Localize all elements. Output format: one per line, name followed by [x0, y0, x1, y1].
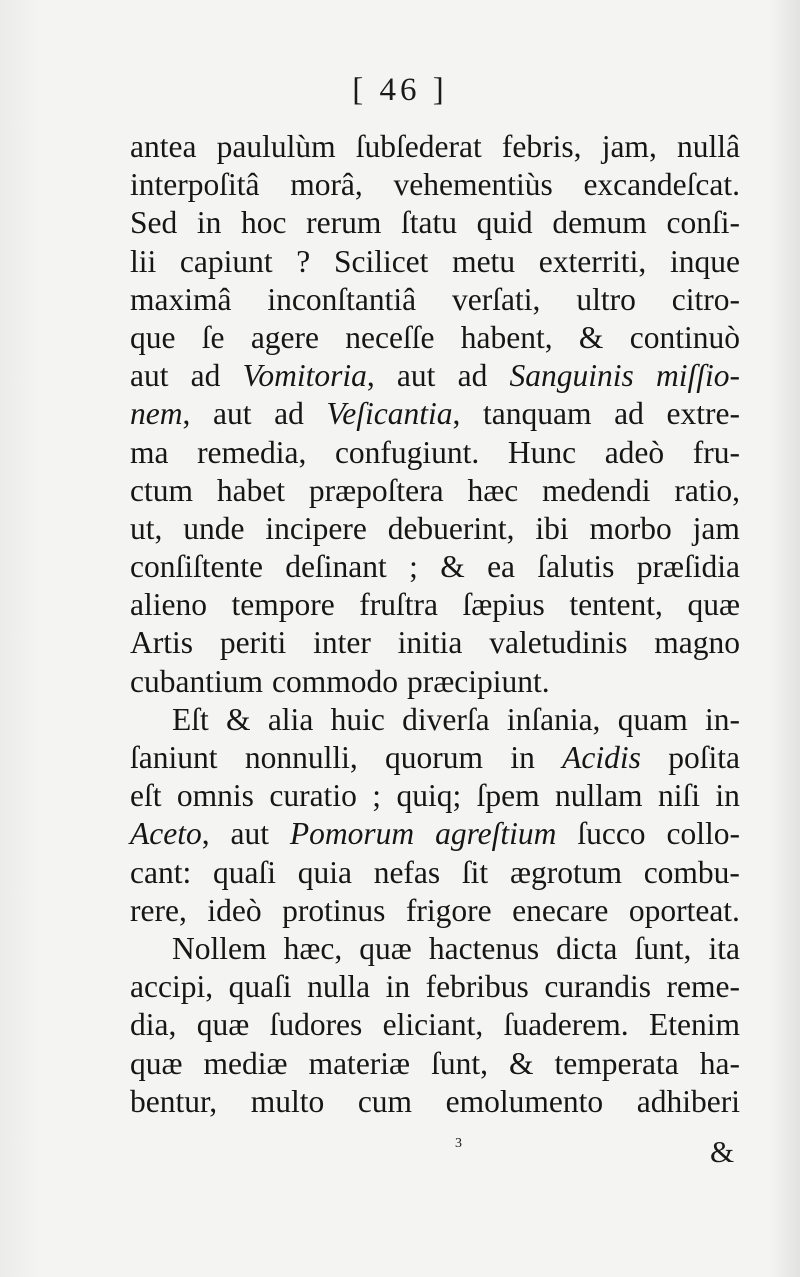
word: in — [510, 740, 535, 775]
word: magno — [654, 625, 740, 661]
word: extre- — [666, 396, 740, 432]
word: ctum — [130, 472, 193, 508]
word: Aceto, — [130, 816, 210, 852]
word: cubantium — [130, 663, 263, 699]
italic-term: Aceto — [130, 816, 202, 852]
word: vehementiùs — [393, 167, 553, 203]
word: ſtatu — [401, 205, 458, 241]
word: quæ — [359, 930, 412, 966]
word: combu- — [643, 854, 740, 890]
word: conſi- — [666, 205, 740, 241]
word: diverſa — [402, 701, 490, 737]
word: præcipiunt. — [406, 663, 550, 699]
word: jam, — [601, 129, 657, 164]
italic-term: Sanguinis — [509, 358, 634, 394]
text-line — [130, 434, 740, 472]
word — [562, 739, 641, 777]
word: quam — [617, 701, 688, 737]
word: ea — [487, 549, 516, 585]
word: febribus — [425, 969, 529, 1005]
word: ſaniunt — [130, 740, 218, 775]
word: curandis — [544, 969, 652, 1005]
text-line — [130, 243, 740, 281]
word: morbo — [589, 510, 672, 546]
word: accipi, — [130, 969, 214, 1005]
word: quæ — [687, 587, 740, 623]
word: ſæpius — [462, 587, 545, 623]
word: citro- — [671, 281, 740, 317]
word: ; — [409, 549, 418, 585]
word: interpoſitâ — [130, 167, 260, 203]
word: ſalutis — [537, 549, 615, 585]
word: Hunc — [507, 434, 577, 470]
text-line — [130, 586, 740, 624]
word — [435, 815, 556, 853]
word: alieno — [130, 587, 207, 623]
word: ad — [274, 396, 304, 432]
word: Veſicantia, — [326, 396, 461, 432]
word: commodo — [271, 663, 398, 699]
word: præſidia — [636, 549, 740, 585]
word: frigore — [405, 892, 492, 928]
word: dia, — [130, 1007, 177, 1043]
word: periti — [219, 625, 287, 661]
word: nefas — [373, 854, 441, 890]
word: fru- — [692, 434, 740, 470]
word: quaſi — [228, 969, 292, 1005]
italic-term: nem — [130, 396, 183, 432]
signature-mark: 3 — [455, 1136, 462, 1151]
word: demum — [552, 205, 647, 241]
word: rere, — [130, 892, 187, 928]
word: & — [440, 549, 465, 585]
page-number: [ 46 ] — [352, 72, 448, 108]
word: quaſi — [212, 854, 276, 890]
text-line — [130, 624, 740, 662]
text-line — [130, 166, 740, 204]
word: in — [385, 969, 411, 1005]
word: & — [578, 319, 604, 355]
word: continuò — [629, 319, 740, 355]
word: alia — [267, 701, 314, 737]
word: exterriti, — [538, 243, 647, 279]
text-line — [130, 663, 740, 701]
body-text — [130, 128, 740, 1121]
word: Nollem — [172, 930, 267, 966]
word: cum — [357, 1083, 413, 1119]
text-line — [130, 472, 740, 510]
word: quæ — [130, 1045, 183, 1081]
word — [656, 357, 740, 395]
word: ſit — [461, 854, 489, 890]
text-line — [130, 281, 740, 319]
word: Etenim — [648, 1007, 740, 1043]
italic-term: Acidis — [562, 740, 641, 775]
text-line — [130, 1083, 740, 1121]
word: agere — [250, 319, 319, 355]
word: lii — [130, 243, 157, 279]
word: hæc, — [283, 930, 343, 966]
word: quid — [476, 205, 533, 241]
word: morâ, — [290, 167, 363, 203]
word: aut — [230, 816, 269, 852]
word: hoc — [241, 205, 287, 241]
text-line — [130, 357, 740, 395]
word: & — [509, 1045, 534, 1081]
text-line — [130, 968, 740, 1006]
word: adhiberi — [636, 1083, 740, 1119]
word: fruſtra — [359, 587, 438, 623]
text-line — [130, 930, 740, 968]
word: que — [130, 319, 176, 355]
word: collo- — [666, 816, 740, 852]
word: præpoſtera — [308, 472, 444, 508]
word: ad — [457, 358, 488, 394]
word: antea — [130, 129, 197, 164]
word: nulla — [307, 969, 371, 1005]
word: ? — [296, 243, 311, 279]
page-gutter-shadow — [0, 0, 40, 1277]
word: nullâ — [677, 129, 740, 164]
word: inter — [313, 625, 371, 661]
text-line — [130, 1045, 740, 1083]
word: in- — [704, 701, 740, 737]
text-line — [130, 815, 740, 853]
word: ma — [130, 434, 169, 470]
word: jam — [692, 510, 740, 546]
word: dicta — [556, 930, 618, 966]
word: neceſſe — [345, 319, 435, 355]
word: oporteat. — [628, 892, 740, 928]
word: huic — [330, 701, 385, 737]
text-line — [130, 701, 740, 739]
word: mediæ — [203, 1045, 288, 1081]
word: ; — [372, 778, 382, 814]
word: hæc — [467, 472, 519, 508]
word: in — [715, 778, 740, 814]
text-line — [130, 548, 740, 586]
word: inſania, — [506, 701, 601, 737]
word: ultro — [576, 281, 636, 317]
word: excandeſcat. — [583, 167, 740, 203]
word: temperata — [554, 1045, 679, 1081]
word: verſati, — [452, 281, 541, 317]
italic-term: Vomitoria — [242, 358, 367, 394]
word: quiq; — [396, 778, 462, 814]
word: rerum — [306, 205, 382, 241]
word: bentur, — [130, 1083, 218, 1119]
italic-term: Pomorum — [289, 816, 415, 852]
text-line — [130, 777, 740, 815]
word: ſudores — [269, 1007, 363, 1043]
word: habet — [216, 472, 286, 508]
word: poſita — [668, 740, 740, 775]
text-line — [130, 739, 740, 777]
word: quæ — [196, 1007, 250, 1043]
word: ita — [708, 930, 740, 966]
word: deſinant — [285, 549, 387, 585]
text-line — [130, 395, 740, 433]
word: aut — [396, 358, 436, 394]
word: ibi — [535, 510, 569, 546]
word: inconſtantiâ — [267, 281, 417, 317]
text-line — [130, 319, 740, 357]
page-edge-shadow — [770, 0, 800, 1277]
word: inque — [669, 243, 740, 279]
word: niſi — [657, 778, 700, 814]
word: Eſt — [172, 701, 209, 737]
word: ſunt, — [431, 1045, 488, 1081]
word: aut — [213, 396, 252, 432]
word: Artis — [130, 625, 193, 661]
word: adeò — [604, 434, 665, 470]
word: unde — [183, 510, 245, 546]
word: Sed — [130, 205, 178, 241]
word: cant: — [130, 854, 192, 890]
word: quorum — [385, 740, 484, 775]
word: eſt — [130, 778, 162, 814]
word: enecare — [512, 892, 609, 928]
text-line — [130, 510, 740, 548]
word: tentent, — [569, 587, 663, 623]
word: nonnulli, — [244, 740, 358, 775]
word: debuerint, — [387, 510, 515, 546]
word: metu — [452, 243, 516, 279]
word: ratio, — [674, 472, 740, 508]
word: materiæ — [308, 1045, 411, 1081]
catchword: & — [710, 1134, 735, 1169]
word: hactenus — [428, 930, 540, 966]
word: nullam — [555, 778, 643, 814]
word: paululùm — [216, 129, 336, 164]
word: ſpem — [476, 778, 540, 814]
word: capiunt — [179, 243, 273, 279]
word: ad — [190, 358, 221, 394]
text-line — [130, 204, 740, 242]
word: ſubſederat — [355, 129, 482, 164]
text-line — [130, 892, 740, 930]
word: valetudinis — [489, 625, 628, 661]
italic-term: miſſio- — [655, 358, 740, 394]
word: Scilicet — [333, 243, 429, 279]
word: initia — [397, 625, 463, 661]
word: remedia, — [197, 434, 307, 470]
word: ut, — [130, 510, 163, 546]
word — [510, 357, 634, 395]
word: tanquam — [483, 396, 592, 432]
word: in — [196, 205, 222, 241]
word: ægrotum — [509, 854, 622, 890]
text-line — [130, 854, 740, 892]
word: curatio — [269, 778, 357, 814]
word: ſe — [201, 319, 225, 355]
word: medendi — [542, 472, 651, 508]
word: confugiunt. — [334, 434, 480, 470]
word — [290, 815, 414, 853]
word: ad — [614, 396, 644, 432]
word: quia — [297, 854, 352, 890]
word: nem, — [130, 396, 191, 432]
word: maximâ — [130, 281, 232, 317]
word: emolumento — [445, 1083, 604, 1119]
word: & — [226, 701, 251, 737]
word: protinus — [282, 892, 386, 928]
word: febris, — [501, 129, 582, 164]
word: multo — [250, 1083, 325, 1119]
word: ha- — [699, 1045, 740, 1081]
word: ideò — [207, 892, 262, 928]
word: Vomitoria, — [242, 358, 375, 394]
word: eliciant, — [382, 1007, 484, 1043]
word: reme- — [666, 969, 740, 1005]
text-line — [130, 128, 740, 166]
italic-term: agreſtium — [435, 816, 557, 852]
word: habent, — [460, 319, 553, 355]
page-footer — [0, 1132, 800, 1170]
italic-term: Veſicantia — [326, 396, 453, 432]
text-line — [130, 1006, 740, 1044]
word: ſunt, — [634, 930, 692, 966]
word: omnis — [176, 778, 254, 814]
word: tempore — [231, 587, 335, 623]
word: aut — [130, 358, 169, 394]
word: ſucco — [577, 816, 646, 852]
word: conſiſtente — [130, 549, 263, 585]
word: incipere — [265, 510, 367, 546]
word: ſuaderem. — [503, 1007, 629, 1043]
